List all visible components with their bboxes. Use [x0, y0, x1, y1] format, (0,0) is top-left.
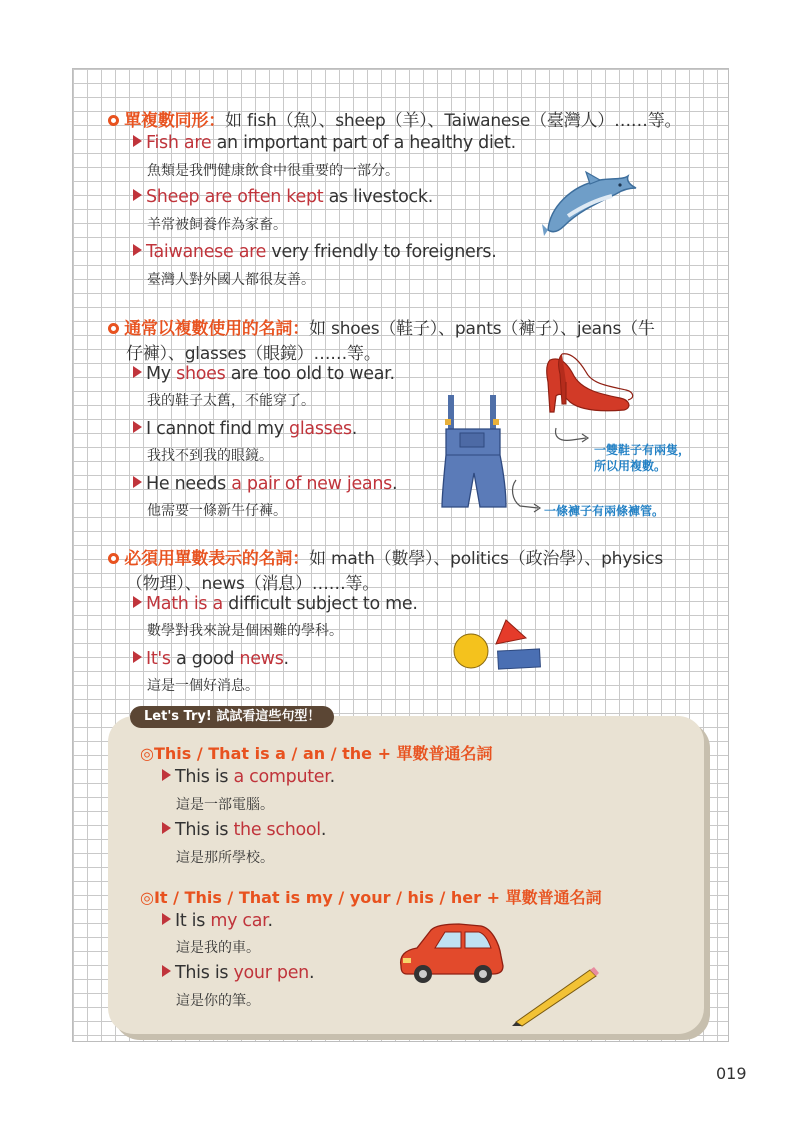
triangle-icon	[133, 651, 142, 663]
triangle-icon	[133, 476, 142, 488]
triangle-icon	[162, 965, 171, 977]
translation-2-2: 我找不到我的眼鏡。	[147, 448, 273, 464]
dolphin-illustration	[540, 168, 640, 238]
note-pants: 一條褲子有兩條褲管。	[544, 504, 665, 518]
example-1-1: Fish are an important part of a healthy diet.	[133, 133, 516, 153]
section-3-heading: 必須用單數表示的名詞：如 math（數學）、politics（政治學）、physics	[108, 544, 663, 569]
try-example-2-2: This is your pen.	[162, 963, 314, 983]
translation-2-3: 他需要一條新牛仔褲。	[147, 503, 287, 519]
example-2-1: My shoes are too old to wear.	[133, 364, 395, 384]
example-3-2: It's a good news.	[133, 649, 289, 669]
example-2-2: I cannot find my glasses.	[133, 419, 357, 439]
try-translation-1-2: 這是那所學校。	[176, 850, 274, 866]
section-1-heading	[108, 106, 681, 131]
bullet-icon	[108, 553, 119, 564]
triangle-icon	[162, 913, 171, 925]
pencil-illustration	[510, 966, 600, 1028]
section-3-title: 必須用單數表示的名詞：	[124, 549, 310, 569]
try-example-1-2: This is the school.	[162, 820, 326, 840]
shoes-illustration	[540, 352, 635, 420]
triangle-icon	[133, 421, 142, 433]
triangle-icon	[162, 822, 171, 834]
try-example-1-1: This is a computer.	[162, 767, 335, 787]
section-1-title: 單複數同形：	[124, 111, 226, 131]
overalls-illustration	[440, 395, 515, 513]
section-3-desc-line2: （物理）、news（消息）……等。	[126, 574, 380, 594]
page-number: 019	[716, 1064, 747, 1083]
example-1-3: Taiwanese are very friendly to foreigners.	[133, 242, 496, 262]
bullet-icon	[108, 115, 119, 126]
triangle-icon	[133, 366, 142, 378]
section-2-title: 通常以複數使用的名詞：	[124, 319, 310, 339]
try-translation-2-2: 這是你的筆。	[176, 993, 260, 1009]
arrow-icon	[552, 426, 592, 448]
translation-1-1: 魚類是我們健康飲食中很重要的一部分。	[147, 163, 399, 179]
triangle-icon	[133, 135, 142, 147]
example-2-3: He needs a pair of new jeans.	[133, 474, 397, 494]
translation-3-2: 這是一個好消息。	[147, 678, 259, 694]
translation-2-1: 我的鞋子太舊，不能穿了。	[147, 393, 315, 409]
section-1-desc: 如 fish（魚）、sheep（羊）、Taiwanese（臺灣人）……等。	[225, 111, 682, 131]
translation-1-3: 臺灣人對外國人都很友善。	[147, 272, 315, 288]
try-translation-2-1: 這是我的車。	[176, 940, 260, 956]
try-translation-1-1: 這是一部電腦。	[176, 797, 274, 813]
section-2-heading: 通常以複數使用的名詞：如 shoes（鞋子）、pants（褲子）、jeans（牛	[108, 314, 655, 339]
shapes-illustration	[452, 618, 544, 672]
car-illustration	[395, 922, 507, 984]
note-shoes-line1: 一雙鞋子有兩隻，	[594, 443, 691, 457]
try-example-2-1: It is my car.	[162, 911, 273, 931]
translation-1-2: 羊常被飼養作為家畜。	[147, 217, 287, 233]
try-group-2-heading: ◎It / This / That is my / your / his / her + 單數普通名詞	[140, 888, 602, 907]
triangle-icon	[133, 596, 142, 608]
example-3-1: Math is a difficult subject to me.	[133, 594, 418, 614]
note-shoes-line2: 所以用複數。	[594, 459, 667, 473]
translation-3-1: 數學對我來說是個困難的學科。	[147, 623, 343, 639]
section-2-desc-line2: 仔褲）、glasses（眼鏡）……等。	[126, 344, 381, 364]
example-1-2: Sheep are often kept as livestock.	[133, 187, 433, 207]
bullet-icon	[108, 323, 119, 334]
try-group-1-heading: ◎This / That is a / an / the + 單數普通名詞	[140, 744, 493, 763]
triangle-icon	[133, 244, 142, 256]
lets-try-tab: Let's Try! 試試看這些句型！	[130, 706, 334, 728]
triangle-icon	[162, 769, 171, 781]
arrow-icon	[508, 478, 544, 516]
triangle-icon	[133, 189, 142, 201]
